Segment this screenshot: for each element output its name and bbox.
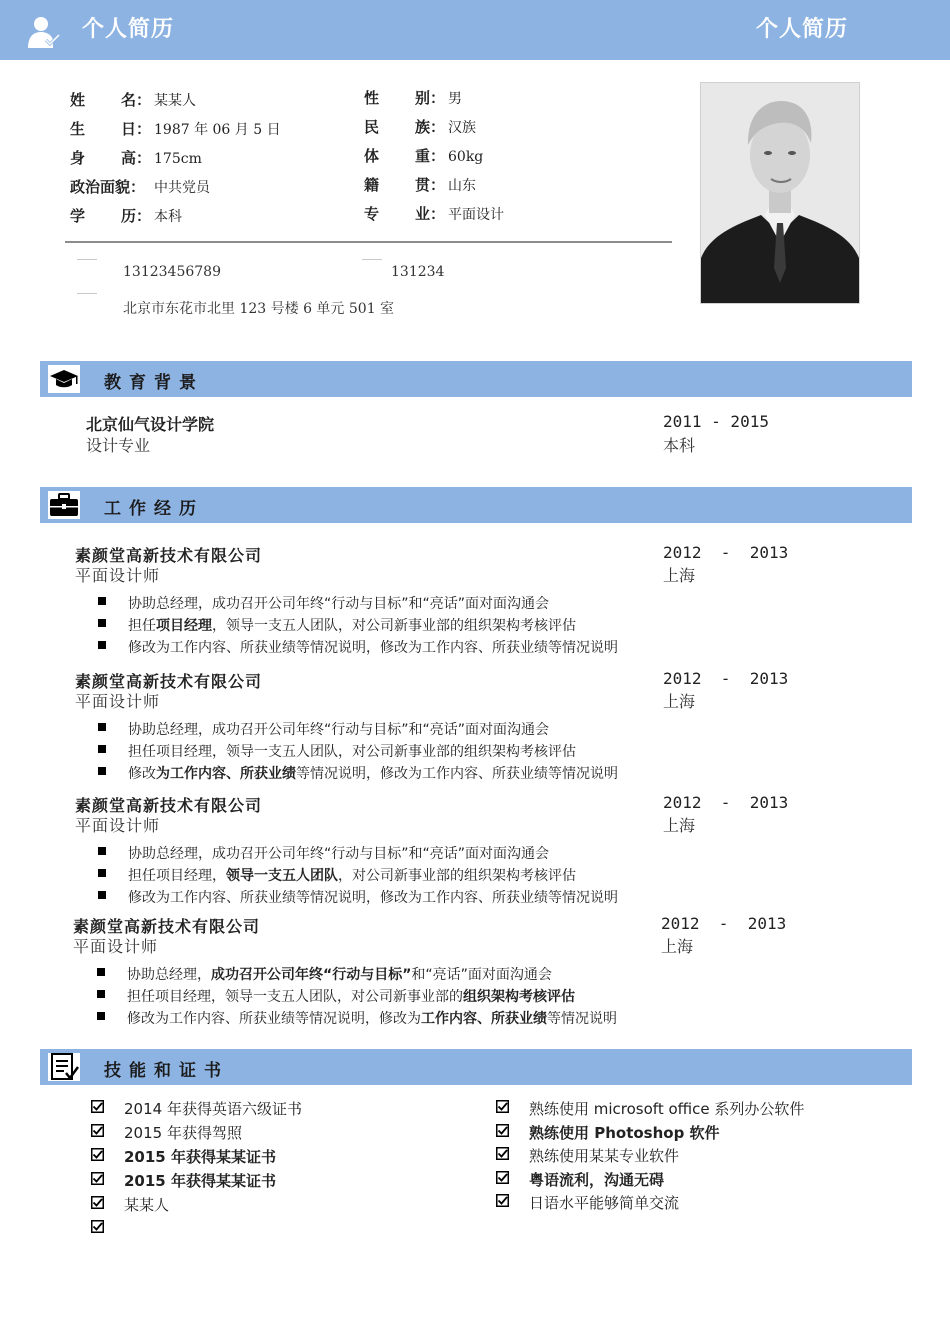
work-bullet <box>128 615 576 635</box>
skill-text: 熟练使用 Photoshop 软件 <box>529 1123 720 1142</box>
info-label-part: 族： <box>415 118 446 136</box>
briefcase-icon <box>48 491 80 519</box>
bullet-text: 修改为工作内容、所获业绩等情况说明，修改为工作内容、所获业绩等情况说明 <box>128 890 618 906</box>
bullet-square-icon <box>98 891 106 899</box>
info-label <box>364 145 448 166</box>
bullet-text: 等情况说明，修改为工作内容、所获业绩等情况说明 <box>296 766 618 782</box>
bullet-text: 项目经理 <box>156 618 212 634</box>
section-work <box>40 487 912 523</box>
info-value: 1987 年 06 月 5 日 <box>154 122 281 138</box>
bullet-text: 担任 <box>128 618 156 634</box>
info-label-part: 生 <box>70 120 86 138</box>
info-row <box>70 118 281 139</box>
graduation-cap-icon <box>48 365 80 393</box>
info-label-part: 政治面貌： <box>70 178 146 196</box>
header-banner <box>0 0 950 60</box>
work-role: 平面设计师 <box>75 816 161 835</box>
info-label-part: 别： <box>415 89 446 107</box>
work-company: 素颜堂高新技术有限公司 <box>73 917 261 936</box>
checkbox-checked-icon <box>496 1194 509 1207</box>
skill-text: 粤语流利，沟通无碍 <box>529 1170 665 1189</box>
info-label-part: 贯： <box>415 176 446 194</box>
info-label-part: 名： <box>121 91 152 109</box>
work-dates: 2012 - 2013 <box>663 793 789 812</box>
info-label <box>364 203 448 224</box>
bullet-text: 领导一支五人团队 <box>226 868 338 884</box>
work-company: 素颜堂高新技术有限公司 <box>75 672 263 691</box>
info-row <box>70 147 202 168</box>
bullet-text: 工作内容、所获业绩 <box>421 1011 547 1027</box>
work-dates: 2012 - 2013 <box>663 543 789 562</box>
info-row <box>364 87 462 108</box>
skill-text: 2014 年获得英语六级证书 <box>124 1100 302 1118</box>
info-row <box>70 176 210 197</box>
info-label-part: 重： <box>415 147 446 165</box>
info-row <box>70 205 182 226</box>
bullet-text: 协助总经理，成功召开公司年终“行动与目标”和“亮话”面对面沟通会 <box>128 846 550 862</box>
bullet-text: 修改为工作内容、所获业绩等情况说明，修改为 <box>127 1011 421 1027</box>
bullet-square-icon <box>98 619 106 627</box>
info-value: 平面设计 <box>448 207 504 223</box>
info-label-part: 高： <box>121 149 152 167</box>
checkbox-checked-icon <box>91 1148 104 1161</box>
skill-text: 2015 年获得驾照 <box>124 1124 242 1142</box>
bullet-text: 修改为工作内容、所获业绩等情况说明，修改为工作内容、所获业绩等情况说明 <box>128 640 618 656</box>
bullet-text: ，对公司新事业部的组织架构考核评估 <box>338 868 576 884</box>
bullet-text: 担任项目经理，领导一支五人团队，对公司新事业部的 <box>127 989 463 1005</box>
info-label <box>70 118 154 139</box>
section-title-work: 工作经历 <box>104 499 204 519</box>
work-bullet <box>128 763 618 783</box>
bullet-square-icon <box>98 767 106 775</box>
skill-item <box>124 1098 302 1119</box>
bullet-square-icon <box>98 847 106 855</box>
bullet-square-icon <box>97 968 105 976</box>
address-value: 北京市东花市北里 123 号楼 6 单元 501 室 <box>123 301 395 317</box>
info-label <box>70 89 154 110</box>
user-check-icon <box>26 14 62 50</box>
section-skills <box>40 1049 912 1085</box>
info-label-part: 学 <box>70 207 86 225</box>
bullet-text: 协助总经理，成功召开公司年终“行动与目标”和“亮话”面对面沟通会 <box>128 722 550 738</box>
bullet-text: 协助总经理，成功召开公司年终“行动与目标”和“亮话”面对面沟通会 <box>128 596 550 612</box>
checkbox-checked-icon <box>496 1147 509 1160</box>
qq-marker <box>362 259 382 260</box>
education-degree: 本科 <box>663 436 696 455</box>
info-value: 汉族 <box>448 120 476 136</box>
work-dates: 2012 - 2013 <box>663 669 789 688</box>
work-bullet <box>128 865 576 885</box>
phone-value: 13123456789 <box>123 264 221 280</box>
education-dates: 2011 - 2015 <box>663 412 769 431</box>
bullet-square-icon <box>98 869 106 877</box>
skill-text: 2015 年获得某某证书 <box>124 1148 276 1166</box>
info-label <box>364 116 448 137</box>
education-school: 北京仙气设计学院 <box>86 415 215 434</box>
address-marker <box>77 293 97 294</box>
work-bullet <box>128 593 549 613</box>
info-label <box>364 87 448 108</box>
info-label-part: 专 <box>364 205 380 223</box>
work-bullet <box>128 741 576 761</box>
bullet-text: 成功召开公司年终“行动与目标” <box>211 967 412 983</box>
info-value: 山东 <box>448 178 476 194</box>
checkbox-checked-icon <box>91 1220 104 1233</box>
checkbox-checked-icon <box>91 1124 104 1137</box>
info-label-part: 体 <box>364 147 380 165</box>
skill-item <box>124 1122 242 1143</box>
work-bullet <box>127 986 575 1006</box>
bullet-text: 担任项目经理，领导一支五人团队，对公司新事业部的组织架构考核评估 <box>128 744 576 760</box>
info-row <box>364 203 504 224</box>
bullet-text: ，领导一支五人团队，对公司新事业部的组织架构考核评估 <box>212 618 576 634</box>
work-dates: 2012 - 2013 <box>661 914 787 933</box>
bullet-square-icon <box>97 990 105 998</box>
skill-text: 日语水平能够简单交流 <box>529 1194 680 1212</box>
bullet-text: 等情况说明 <box>547 1011 617 1027</box>
page-title-left: 个人简历 <box>82 17 175 42</box>
bullet-text: 为工作内容、所获业绩 <box>156 766 296 782</box>
section-title-skills: 技能和证书 <box>104 1061 229 1081</box>
info-row <box>364 174 476 195</box>
phone-marker <box>77 259 97 260</box>
skill-item <box>124 1146 276 1167</box>
work-role: 平面设计师 <box>73 937 159 956</box>
info-value: 175cm <box>154 151 202 167</box>
info-label-part: 姓 <box>70 91 86 109</box>
bullet-text: 担任项目经理， <box>128 868 226 884</box>
info-value: 某某人 <box>154 93 196 109</box>
checkbox-checked-icon <box>91 1196 104 1209</box>
checklist-icon <box>48 1053 80 1081</box>
work-place: 上海 <box>663 692 696 711</box>
info-label-part: 民 <box>364 118 380 136</box>
info-value: 60kg <box>448 149 484 165</box>
profile-photo <box>700 82 860 304</box>
bullet-square-icon <box>98 723 106 731</box>
checkbox-checked-icon <box>91 1172 104 1185</box>
qq-value: 131234 <box>391 264 445 280</box>
skill-item <box>529 1192 679 1213</box>
skill-text: 熟练使用某某专业软件 <box>529 1147 680 1165</box>
work-role: 平面设计师 <box>75 692 161 711</box>
info-row <box>364 116 476 137</box>
work-place: 上海 <box>663 816 696 835</box>
info-value: 本科 <box>154 209 182 225</box>
work-company: 素颜堂高新技术有限公司 <box>75 546 263 565</box>
skill-item <box>529 1122 720 1143</box>
work-bullet <box>128 719 549 739</box>
skill-item <box>529 1145 679 1166</box>
checkbox-checked-icon <box>496 1100 509 1113</box>
education-major: 设计专业 <box>86 436 151 455</box>
checkbox-checked-icon <box>496 1124 509 1137</box>
info-label <box>364 174 448 195</box>
section-title-education: 教育背景 <box>104 373 204 393</box>
work-role: 平面设计师 <box>75 566 161 585</box>
bullet-text: 和“亮话”面对面沟通会 <box>411 967 552 983</box>
info-label-part: 身 <box>70 149 86 167</box>
info-value: 中共党员 <box>154 180 210 196</box>
page-title-right: 个人简历 <box>755 17 848 42</box>
info-divider <box>65 241 672 243</box>
info-row <box>70 89 196 110</box>
skill-text: 熟练使用 microsoft office 系列办公软件 <box>529 1100 805 1118</box>
info-label-part: 业： <box>415 205 446 223</box>
info-label-part: 籍 <box>364 176 380 194</box>
checkbox-checked-icon <box>496 1171 509 1184</box>
work-place: 上海 <box>661 937 694 956</box>
work-company: 素颜堂高新技术有限公司 <box>75 796 263 815</box>
bullet-text: 修改 <box>128 766 156 782</box>
bullet-text: 协助总经理， <box>127 967 211 983</box>
bullet-square-icon <box>98 641 106 649</box>
info-label-part: 历： <box>121 207 152 225</box>
skill-item <box>529 1098 804 1119</box>
info-value: 男 <box>448 91 462 107</box>
info-label-part: 日： <box>121 120 152 138</box>
info-row <box>364 145 483 166</box>
work-place: 上海 <box>663 566 696 585</box>
bullet-square-icon <box>98 745 106 753</box>
skill-text: 某某人 <box>124 1196 170 1214</box>
bullet-square-icon <box>98 597 106 605</box>
skill-text: 2015 年获得某某证书 <box>124 1172 276 1190</box>
work-bullet <box>128 637 618 657</box>
skill-item <box>529 1169 664 1190</box>
skill-item <box>124 1194 169 1215</box>
info-label-part: 性 <box>364 89 380 107</box>
section-education <box>40 361 912 397</box>
info-label <box>70 205 154 226</box>
checkbox-checked-icon <box>91 1100 104 1113</box>
work-bullet <box>127 1008 617 1028</box>
work-bullet <box>127 964 552 984</box>
info-label <box>70 176 154 197</box>
info-label <box>70 147 154 168</box>
bullet-text: 组织架构考核评估 <box>463 989 575 1005</box>
work-bullet <box>128 843 549 863</box>
skill-item <box>124 1170 276 1191</box>
bullet-square-icon <box>97 1012 105 1020</box>
work-bullet <box>128 887 618 907</box>
